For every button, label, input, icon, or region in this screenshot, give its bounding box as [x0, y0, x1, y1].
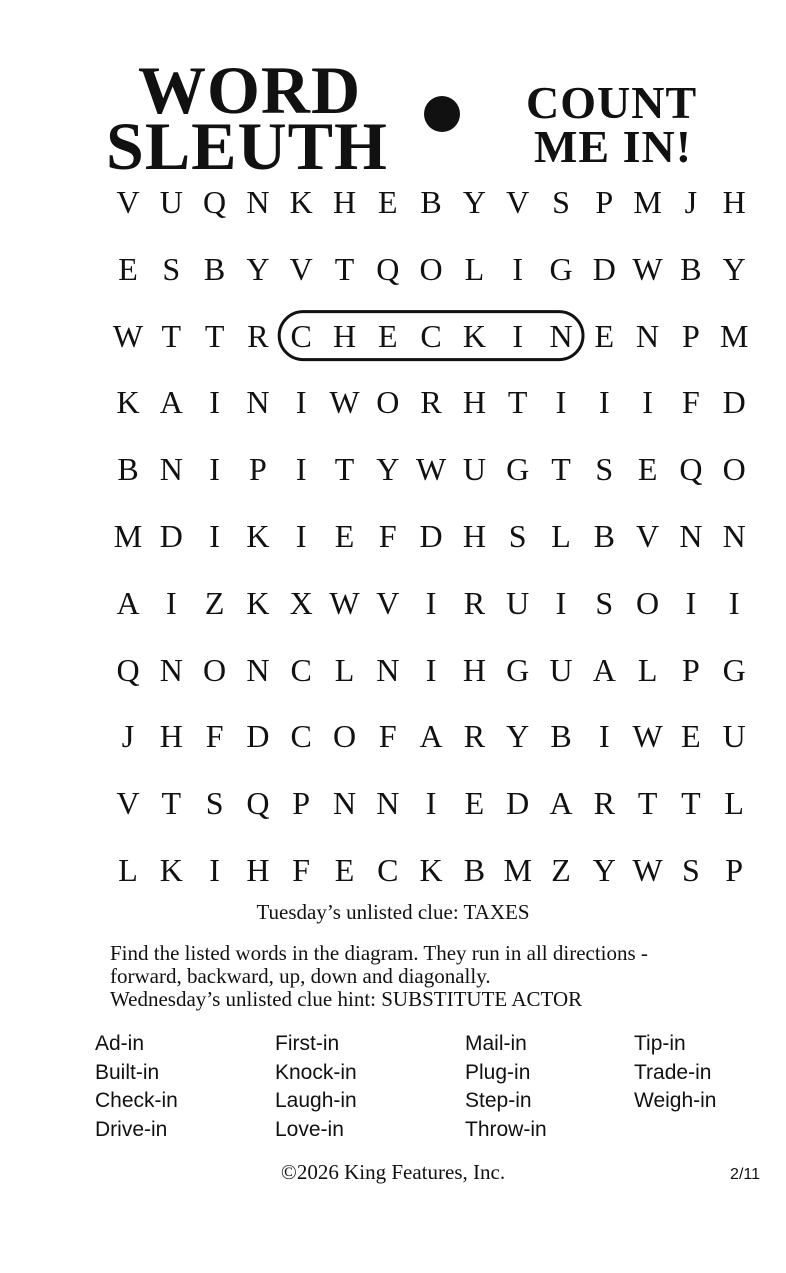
grid-letter[interactable]: T	[681, 785, 701, 822]
grid-letter[interactable]: T	[334, 250, 355, 287]
word-item: Love-in	[275, 1117, 344, 1141]
grid-letter[interactable]: A	[419, 718, 443, 755]
grid-letter[interactable]: N	[376, 651, 400, 688]
word-list	[0, 1030, 786, 1150]
grid-letter[interactable]: E	[378, 184, 398, 220]
grid-letter[interactable]: W	[632, 718, 663, 755]
grid-letter[interactable]: F	[378, 718, 397, 755]
grid-letter[interactable]: V	[116, 184, 140, 220]
word-item: Knock-in	[275, 1060, 357, 1084]
grid-letter[interactable]: W	[632, 250, 663, 287]
grid-letter[interactable]: P	[248, 451, 267, 488]
grid-letter[interactable]: I	[425, 785, 437, 822]
word-item: Weigh-in	[634, 1089, 717, 1112]
grid-letter[interactable]: P	[681, 317, 700, 354]
grid-letter[interactable]: V	[636, 518, 660, 554]
grid-letter[interactable]: Q	[679, 451, 703, 488]
grid-letter[interactable]: R	[463, 718, 486, 755]
grid-letter[interactable]: R	[420, 384, 442, 421]
grid-letter[interactable]: S	[595, 584, 614, 621]
grid-letter[interactable]: F	[378, 518, 397, 554]
grid-letter[interactable]: W	[112, 317, 144, 354]
grid-letter[interactable]: K	[159, 852, 183, 888]
grid-letter[interactable]: Y	[246, 250, 270, 287]
grid-letter[interactable]: Y	[722, 250, 746, 287]
grid-letter[interactable]: B	[420, 184, 442, 220]
grid-letter[interactable]: M	[633, 184, 662, 220]
grid-letter[interactable]: W	[632, 852, 663, 888]
instructions-line-3: Wednesday’s unlisted clue hint: SUBSTITUTE ACTOR	[110, 987, 583, 1011]
word-item: Trade-in	[634, 1060, 712, 1084]
grid-letter[interactable]: L	[637, 651, 658, 688]
grid-letter[interactable]: W	[329, 584, 360, 621]
grid-letter[interactable]: L	[551, 518, 571, 554]
grid-letter[interactable]: D	[246, 718, 270, 755]
grid-letter[interactable]: T	[637, 785, 658, 822]
grid-letter[interactable]: K	[246, 584, 270, 621]
grid-letter[interactable]: I	[425, 651, 437, 688]
grid-letter[interactable]: U	[549, 651, 573, 688]
grid-letter[interactable]: I	[209, 852, 220, 888]
grid-letter[interactable]: T	[204, 317, 225, 354]
grid-letter[interactable]: S	[205, 785, 224, 822]
grid-letter[interactable]: P	[292, 785, 311, 822]
grid-letter[interactable]: B	[463, 852, 486, 888]
grid-letter[interactable]: Y	[462, 184, 486, 220]
grid-letter[interactable]: A	[116, 584, 140, 621]
grid-letter[interactable]: D	[419, 518, 443, 554]
grid-letter[interactable]: Q	[116, 651, 140, 688]
grid-letter[interactable]: P	[725, 852, 744, 888]
grid-letter[interactable]: N	[159, 651, 183, 688]
grid-letter[interactable]: I	[728, 584, 740, 621]
word-item: Drive-in	[95, 1117, 168, 1141]
word-item: Step-in	[465, 1089, 532, 1112]
grid-letter[interactable]: E	[378, 317, 398, 354]
grid-letter[interactable]: Q	[246, 785, 270, 822]
grid-letter[interactable]: H	[462, 518, 486, 554]
grid-letter[interactable]: D	[159, 518, 183, 554]
grid-letter[interactable]: N	[549, 317, 573, 354]
grid-letter[interactable]: A	[549, 785, 573, 822]
grid-letter[interactable]: S	[508, 518, 527, 554]
grid-letter[interactable]: G	[506, 451, 530, 488]
title-sleuth: SLEUTH	[106, 108, 388, 184]
grid-letter[interactable]: E	[681, 718, 701, 755]
grid-letter[interactable]: H	[159, 718, 183, 755]
grid-letter[interactable]: I	[512, 250, 524, 287]
grid-letter[interactable]: O	[419, 250, 443, 287]
grid-letter[interactable]: B	[550, 718, 572, 755]
grid-letter[interactable]: H	[462, 384, 486, 421]
grid-letter[interactable]: V	[116, 785, 140, 822]
grid-letter[interactable]: H	[246, 852, 270, 888]
word-item: Mail-in	[465, 1032, 527, 1055]
grid-letter[interactable]: S	[162, 250, 181, 287]
grid-letter[interactable]: I	[685, 584, 697, 621]
grid-letter[interactable]: T	[551, 451, 571, 488]
grid-letter[interactable]: M	[503, 852, 532, 888]
grid-letter[interactable]: K	[246, 518, 270, 554]
grid-letter[interactable]: N	[332, 785, 357, 822]
grid-letter[interactable]: S	[681, 852, 700, 888]
grid-letter[interactable]: N	[246, 184, 270, 220]
grid-letter[interactable]: U	[159, 184, 183, 220]
grid-letter[interactable]: N	[159, 451, 183, 488]
word-column-4	[634, 1030, 716, 1116]
grid-letter[interactable]: H	[462, 651, 486, 688]
instructions-line-1: Find the listed words in the diagram. They run in all directions -	[110, 941, 648, 965]
grid-letter[interactable]: T	[507, 384, 528, 421]
instructions-line-2: forward, backward, up, down and diagonally.	[110, 964, 491, 988]
grid-letter[interactable]: A	[592, 651, 616, 688]
grid-letter[interactable]: O	[203, 651, 227, 688]
grid-letter[interactable]: N	[246, 384, 270, 421]
grid-letter[interactable]: U	[722, 718, 746, 755]
grid-letter[interactable]: R	[247, 317, 269, 354]
grid-letter[interactable]: C	[290, 317, 312, 354]
grid-letter[interactable]: J	[121, 718, 135, 755]
grid-letter[interactable]: T	[334, 451, 355, 488]
grid-letter[interactable]: B	[203, 250, 226, 287]
grid-letter[interactable]: I	[555, 384, 567, 421]
grid-letter[interactable]: K	[419, 852, 443, 888]
grid-letter[interactable]: V	[289, 250, 313, 287]
grid-letter[interactable]: Y	[376, 451, 400, 488]
grid-letter[interactable]: C	[420, 317, 442, 354]
grid-letter[interactable]: T	[161, 317, 182, 354]
grid-letter[interactable]: I	[165, 584, 177, 621]
grid-letter[interactable]: F	[681, 384, 700, 421]
grid-letter[interactable]: O	[636, 584, 660, 621]
grid-letter[interactable]: E	[118, 250, 138, 287]
grid-letter[interactable]: N	[636, 317, 660, 354]
grid-letter[interactable]: S	[595, 451, 614, 488]
grid-letter[interactable]: I	[209, 384, 220, 421]
grid-letter[interactable]: G	[549, 250, 573, 287]
grid-letter[interactable]: I	[555, 584, 567, 621]
theme-line-2: ME IN!	[534, 121, 693, 172]
grid-letter[interactable]: I	[598, 384, 610, 421]
grid-letter[interactable]: Y	[506, 718, 530, 755]
grid-letter[interactable]: N	[679, 518, 703, 554]
grid-letter[interactable]: L	[334, 651, 355, 688]
grid-letter[interactable]: I	[295, 518, 307, 554]
grid-letter[interactable]: Z	[551, 852, 571, 888]
tuesday-clue: Tuesday’s unlisted clue: TAXES	[256, 900, 530, 924]
word-item: Check-in	[95, 1089, 178, 1112]
grid-letter[interactable]: O	[722, 451, 746, 488]
copyright: ©2026 King Features, Inc.	[280, 1160, 506, 1184]
word-item: Laugh-in	[275, 1089, 357, 1112]
grid-letter[interactable]: H	[722, 184, 746, 220]
grid-letter[interactable]: W	[329, 384, 360, 421]
word-item: Plug-in	[465, 1060, 531, 1084]
grid-letter[interactable]: O	[332, 718, 357, 755]
grid-letter[interactable]: G	[506, 651, 530, 688]
word-column-2	[275, 1030, 357, 1144]
theme-line-1: COUNT	[526, 77, 698, 128]
grid-letter[interactable]: B	[117, 451, 139, 488]
puzzle-date: 2/11	[730, 1166, 760, 1183]
grid-letter[interactable]: K	[116, 384, 140, 421]
grid-letter[interactable]: P	[681, 651, 700, 688]
grid-letter[interactable]: V	[376, 584, 400, 621]
grid-letter[interactable]: I	[209, 451, 220, 488]
grid-letter[interactable]: U	[462, 451, 486, 488]
grid-letter[interactable]: I	[209, 518, 220, 554]
grid-letter[interactable]: Q	[203, 184, 227, 220]
grid-letter[interactable]: C	[290, 718, 312, 755]
word-item: First-in	[275, 1032, 340, 1055]
word-column-3	[465, 1030, 547, 1144]
grid-letter[interactable]: Y	[592, 852, 616, 888]
grid-letter[interactable]: N	[376, 785, 400, 822]
instructions	[110, 942, 750, 1011]
grid-letter[interactable]: A	[159, 384, 183, 421]
grid-letter[interactable]: O	[376, 384, 400, 421]
grid-letter[interactable]: D	[506, 785, 530, 822]
word-item: Throw-in	[465, 1117, 547, 1141]
grid-letter[interactable]: I	[598, 718, 610, 755]
grid-letter[interactable]: R	[593, 785, 615, 822]
title-word: WORD	[138, 52, 362, 128]
grid-letter[interactable]: C	[290, 651, 312, 688]
grid-letter[interactable]: E	[637, 451, 658, 488]
grid-letter[interactable]: I	[642, 384, 653, 421]
grid-letter[interactable]: H	[332, 184, 357, 220]
grid-letter[interactable]: K	[289, 184, 313, 220]
word-item: Ad-in	[95, 1032, 145, 1055]
grid-letter[interactable]: E	[334, 852, 355, 888]
grid-letter[interactable]: D	[592, 250, 616, 287]
grid-letter[interactable]: K	[462, 317, 486, 354]
grid-letter[interactable]: F	[292, 852, 311, 888]
grid-letter[interactable]: J	[684, 184, 698, 220]
grid-letter[interactable]: V	[506, 184, 530, 220]
grid-letter[interactable]: C	[377, 852, 399, 888]
grid-letter[interactable]: M	[719, 317, 749, 354]
grid-letter[interactable]: I	[512, 317, 524, 354]
grid-letter[interactable]: I	[295, 451, 307, 488]
grid-letter[interactable]: I	[295, 384, 307, 421]
word-column-1	[95, 1030, 178, 1144]
grid-letter[interactable]: U	[506, 584, 530, 621]
grid-letter[interactable]: E	[334, 518, 355, 554]
grid-letter[interactable]: B	[593, 518, 615, 554]
grid-letter[interactable]: L	[118, 852, 138, 888]
grid-letter[interactable]: T	[161, 785, 182, 822]
grid-letter[interactable]: E	[594, 317, 615, 354]
grid-letter[interactable]: F	[205, 718, 224, 755]
grid-letter[interactable]: I	[425, 584, 437, 621]
grid-letter[interactable]: B	[680, 250, 702, 287]
grid-letter[interactable]: H	[332, 317, 357, 354]
grid-letter[interactable]: Z	[204, 584, 225, 621]
grid-letter[interactable]: D	[722, 384, 746, 421]
grid-letter[interactable]: N	[246, 651, 270, 688]
word-item: Tip-in	[634, 1032, 686, 1055]
word-item: Built-in	[95, 1060, 160, 1084]
grid-letter[interactable]: P	[595, 184, 614, 220]
grid-letter[interactable]: E	[464, 785, 485, 822]
grid-letter[interactable]: N	[722, 518, 746, 554]
grid-letter[interactable]: M	[113, 518, 143, 554]
grid-letter[interactable]: S	[552, 184, 570, 220]
grid-letter[interactable]: G	[722, 651, 746, 688]
grid-letter[interactable]: L	[724, 785, 744, 822]
grid-letter[interactable]: W	[415, 451, 447, 488]
grid-letter[interactable]: X	[289, 584, 313, 621]
grid-letter[interactable]: Q	[376, 250, 400, 287]
grid-letter[interactable]: L	[464, 250, 485, 287]
grid-letter[interactable]: R	[463, 584, 486, 621]
